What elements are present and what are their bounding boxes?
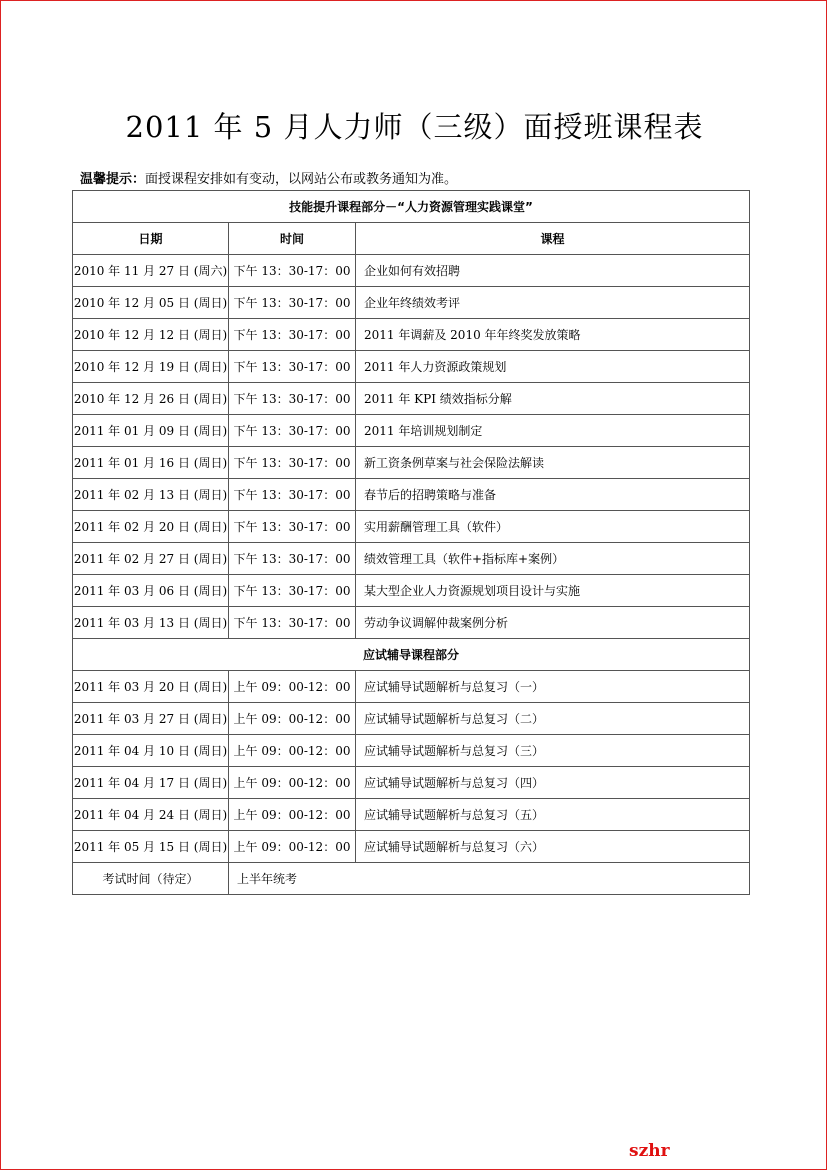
time-cell: 下午 13：30-17：00: [229, 447, 356, 479]
exam-time-value: 上半年统考: [229, 863, 750, 895]
section-title: 应试辅导课程部分: [73, 639, 750, 671]
table-row: [73, 511, 750, 543]
course-cell: 绩效管理工具（软件+指标库+案例）: [356, 543, 750, 575]
date-cell: 2011 年 04 月 10 日 (周日): [73, 735, 229, 767]
page-title: 2011 年 5 月人力师（三级）面授班课程表: [125, 110, 704, 144]
section-header-exam-prep: [73, 639, 750, 671]
time-cell: 下午 13：30-17：00: [229, 255, 356, 287]
course-cell: 2011 年 KPI 绩效指标分解: [356, 383, 750, 415]
table-row: [73, 671, 750, 703]
table-row: [73, 831, 750, 863]
date-cell: 2010 年 12 月 12 日 (周日): [73, 319, 229, 351]
time-cell: 上午 09：00-12：00: [229, 799, 356, 831]
table-row: [73, 735, 750, 767]
course-cell: 应试辅导试题解析与总复习（二）: [356, 703, 750, 735]
time-cell: 上午 09：00-12：00: [229, 735, 356, 767]
date-cell: 2011 年 04 月 24 日 (周日): [73, 799, 229, 831]
column-header-date: 日期: [73, 223, 229, 255]
date-cell: 2011 年 01 月 16 日 (周日): [73, 447, 229, 479]
date-cell: 2010 年 11 月 27 日 (周六): [73, 255, 229, 287]
table-row: [73, 575, 750, 607]
course-cell: 劳动争议调解仲裁案例分析: [356, 607, 750, 639]
time-cell: 下午 13：30-17：00: [229, 543, 356, 575]
time-cell: 下午 13：30-17：00: [229, 575, 356, 607]
time-cell: 下午 13：30-17：00: [229, 511, 356, 543]
time-cell: 上午 09：00-12：00: [229, 703, 356, 735]
table-row: [73, 415, 750, 447]
table-row: [73, 703, 750, 735]
course-cell: 应试辅导试题解析与总复习（三）: [356, 735, 750, 767]
table-row: [73, 479, 750, 511]
date-cell: 2011 年 01 月 09 日 (周日): [73, 415, 229, 447]
course-cell: 某大型企业人力资源规划项目设计与实施: [356, 575, 750, 607]
schedule-table: [72, 190, 750, 895]
time-cell: 下午 13：30-17：00: [229, 383, 356, 415]
course-cell: 应试辅导试题解析与总复习（六）: [356, 831, 750, 863]
date-cell: 2010 年 12 月 19 日 (周日): [73, 351, 229, 383]
course-cell: 企业如何有效招聘: [356, 255, 750, 287]
time-cell: 下午 13：30-17：00: [229, 415, 356, 447]
date-cell: 2011 年 03 月 06 日 (周日): [73, 575, 229, 607]
course-cell: 2011 年调薪及 2010 年年终奖发放策略: [356, 319, 750, 351]
date-cell: 2011 年 02 月 20 日 (周日): [73, 511, 229, 543]
notice-text: 面授课程安排如有变动，以网站公布或教务通知为准。: [145, 172, 458, 187]
table-row: [73, 319, 750, 351]
notice: [80, 168, 457, 187]
course-cell: 2011 年培训规划制定: [356, 415, 750, 447]
date-cell: 2011 年 03 月 27 日 (周日): [73, 703, 229, 735]
time-cell: 上午 09：00-12：00: [229, 671, 356, 703]
date-cell: 2011 年 05 月 15 日 (周日): [73, 831, 229, 863]
section-header-skills: [73, 191, 750, 223]
course-cell: 新工资条例草案与社会保险法解读: [356, 447, 750, 479]
time-cell: 上午 09：00-12：00: [229, 831, 356, 863]
section-title: 技能提升课程部分－“人力资源管理实践课堂”: [73, 191, 750, 223]
table-row: [73, 607, 750, 639]
course-cell: 应试辅导试题解析与总复习（一）: [356, 671, 750, 703]
date-cell: 2011 年 02 月 13 日 (周日): [73, 479, 229, 511]
notice-label: 温馨提示：: [80, 172, 146, 187]
exam-time-label: 考试时间（待定）: [73, 863, 229, 895]
time-cell: 下午 13：30-17：00: [229, 351, 356, 383]
time-cell: 下午 13：30-17：00: [229, 319, 356, 351]
date-cell: 2011 年 02 月 27 日 (周日): [73, 543, 229, 575]
course-cell: 应试辅导试题解析与总复习（四）: [356, 767, 750, 799]
course-cell: 应试辅导试题解析与总复习（五）: [356, 799, 750, 831]
table-row: [73, 287, 750, 319]
time-cell: 下午 13：30-17：00: [229, 479, 356, 511]
course-cell: 2011 年人力资源政策规划: [356, 351, 750, 383]
date-cell: 2011 年 04 月 17 日 (周日): [73, 767, 229, 799]
column-header-row: [73, 223, 750, 255]
column-header-course: 课程: [356, 223, 750, 255]
table-row: [73, 543, 750, 575]
date-cell: 2010 年 12 月 26 日 (周日): [73, 383, 229, 415]
column-header-time: 时间: [229, 223, 356, 255]
table-row: [73, 767, 750, 799]
date-cell: 2010 年 12 月 05 日 (周日): [73, 287, 229, 319]
table-row: [73, 351, 750, 383]
time-cell: 上午 09：00-12：00: [229, 767, 356, 799]
exam-row: [73, 863, 750, 895]
time-cell: 下午 13：30-17：00: [229, 607, 356, 639]
table-row: [73, 383, 750, 415]
table-row: [73, 447, 750, 479]
date-cell: 2011 年 03 月 13 日 (周日): [73, 607, 229, 639]
table-row: [73, 799, 750, 831]
course-cell: 春节后的招聘策略与准备: [356, 479, 750, 511]
watermark: szhr: [629, 1141, 670, 1161]
time-cell: 下午 13：30-17：00: [229, 287, 356, 319]
course-cell: 企业年终绩效考评: [356, 287, 750, 319]
course-cell: 实用薪酬管理工具（软件）: [356, 511, 750, 543]
table-row: [73, 255, 750, 287]
date-cell: 2011 年 03 月 20 日 (周日): [73, 671, 229, 703]
